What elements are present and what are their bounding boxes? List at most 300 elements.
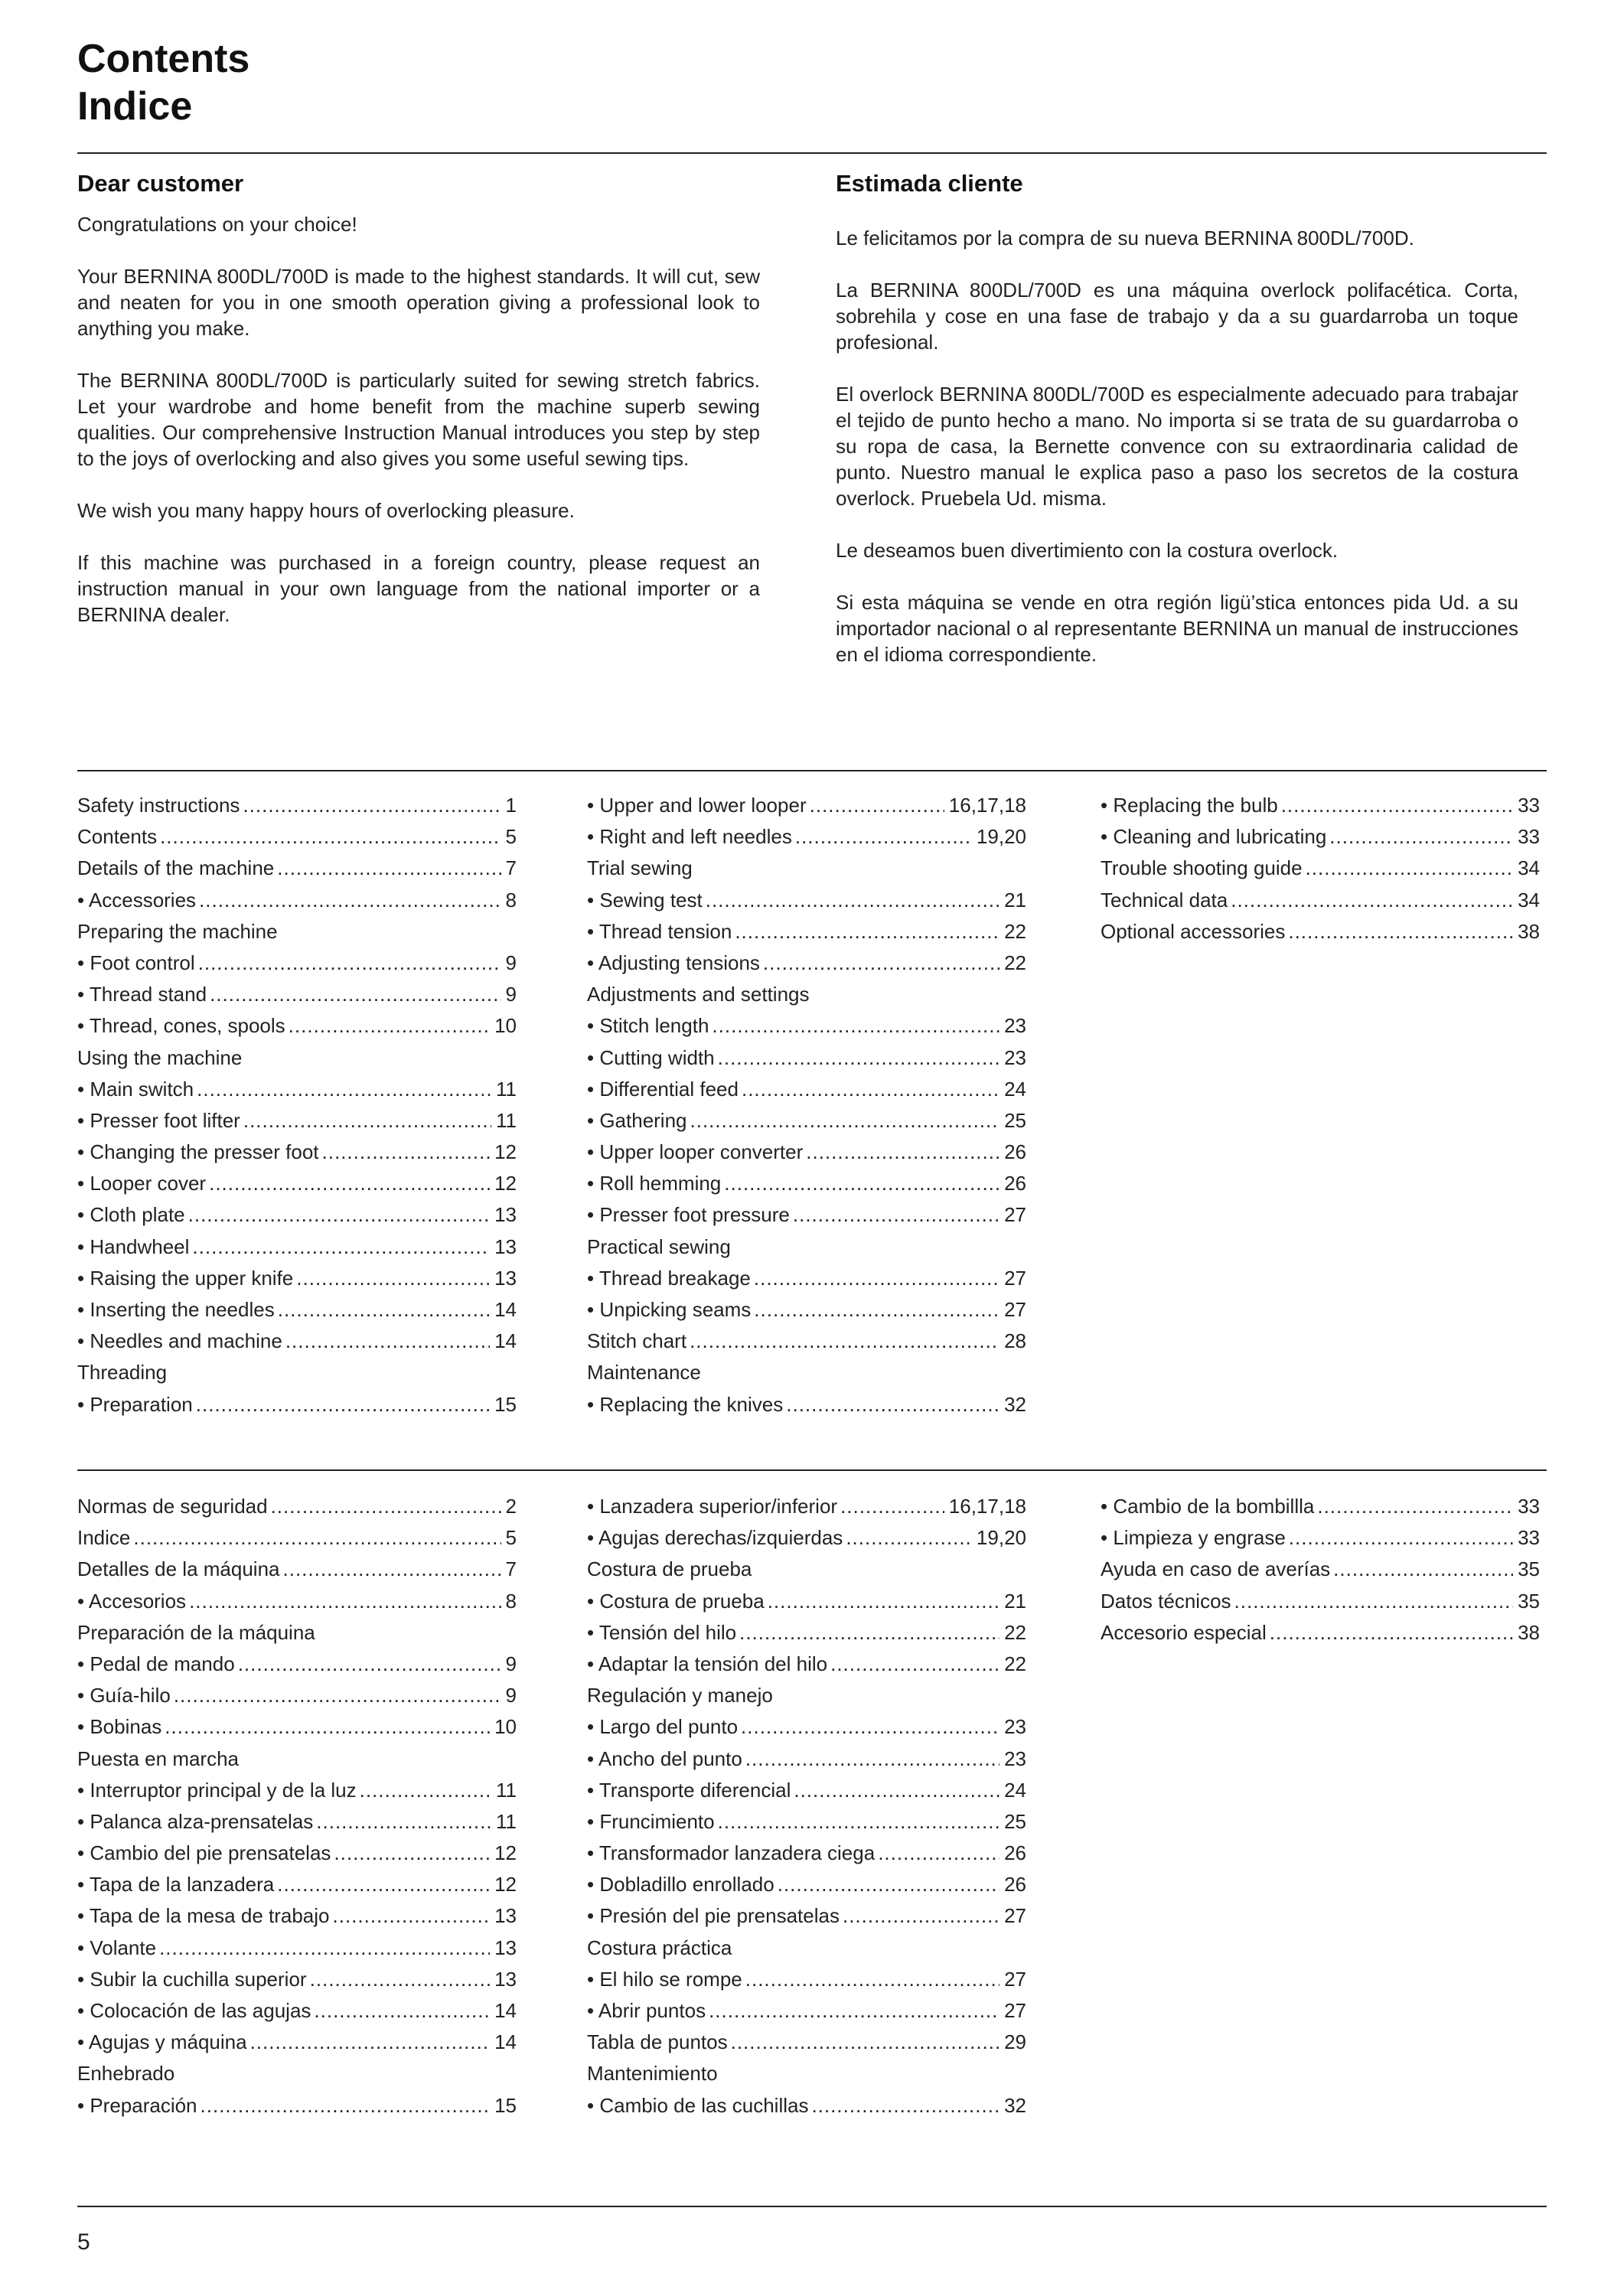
toc-entry (77, 1263, 517, 1294)
toc-entry-page: 33 (1518, 825, 1540, 849)
intro-english-heading: Dear customer (77, 170, 244, 197)
toc-entry-label: • Upper looper converter (587, 1140, 804, 1164)
toc-dot-leader (283, 1554, 501, 1585)
toc-dot-leader (296, 1263, 490, 1294)
toc-entry-label: • Upper and lower looper (587, 794, 807, 817)
toc-dot-leader (768, 1586, 1000, 1617)
toc-dot-leader (754, 1294, 1000, 1326)
toc-entry-label: • Gathering (587, 1108, 687, 1132)
toc-entry-page: 13 (494, 1904, 517, 1928)
toc-entry-page: 15 (494, 2093, 517, 2117)
toc-entry-label: • Roll hemming (587, 1172, 722, 1195)
toc-dot-leader (1333, 1554, 1513, 1585)
toc-entry-page: 13 (494, 1234, 517, 1258)
toc-entry (587, 1838, 1026, 1869)
toc-entry-label: Ayuda en caso de averías (1101, 1557, 1331, 1581)
toc-entry-label: • Adjusting tensions (587, 951, 760, 974)
toc-entry-page: 27 (1004, 1266, 1026, 1290)
toc-dot-leader (754, 1263, 1000, 1294)
toc-entry (77, 1389, 517, 1420)
toc-entry (587, 1491, 1026, 1522)
toc-dot-leader (209, 1168, 490, 1199)
toc-entry-page: 10 (494, 1715, 517, 1739)
toc-section-heading (587, 1680, 1026, 1711)
toc-entry (587, 2027, 1026, 2058)
toc-dot-leader (709, 1995, 1000, 2027)
toc-entry-page: 15 (494, 1392, 517, 1416)
toc-entry-label: • Ancho del punto (587, 1746, 742, 1770)
toc-section-heading (77, 1042, 517, 1074)
intro-spanish-heading: Estimada cliente (836, 170, 1023, 197)
toc-entry-page: 11 (496, 1778, 517, 1802)
toc-entry-page: 14 (494, 1329, 517, 1353)
toc-entry-label: Puesta en marcha (77, 1746, 240, 1770)
toc-entry-label: • Presión del pie prensatelas (587, 1904, 840, 1928)
toc-entry-page: 22 (1004, 951, 1026, 974)
toc-entry (77, 1900, 517, 1932)
toc-entry-label: • Accessories (77, 888, 197, 912)
toc-entry-label: • Palanca alza-prensatelas (77, 1809, 314, 1833)
toc-english-column-3 (1101, 790, 1540, 947)
intro-spanish-paragraph: El overlock BERNINA 800DL/700D es especialmente adecuado para trabajar el tejido de punto hecho a mano. No importa si se trata de su guardarroba o su ropa de casa, la Bernette convence con su extraordinaria calidad de punto. Nuestro manual le explica paso a paso los secretos de la costura overlock. Pruebela Ud. misma. (836, 383, 1518, 510)
toc-entry-page: 9 (505, 983, 517, 1006)
toc-dot-leader (196, 1389, 490, 1420)
toc-entry-page: 26 (1004, 1172, 1026, 1195)
intro-english-paragraph: The BERNINA 800DL/700D is particularly suited for sewing stretch fabrics. Let your wardrobe and home benefit from the machine superb sewing qualities. Our comprehensive Instruction Manual introduces you step by step to the joys of overlocking and also gives you some useful sewing tips. (77, 369, 760, 470)
toc-dot-leader (285, 1326, 490, 1357)
toc-entry-page: 9 (505, 1684, 517, 1707)
toc-entry (587, 1806, 1026, 1838)
toc-entry (1101, 885, 1540, 916)
toc-dot-leader (690, 1105, 1000, 1137)
toc-dot-leader (189, 1586, 501, 1617)
toc-entry-page: 13 (494, 1266, 517, 1290)
toc-spanish-column-2 (587, 1491, 1026, 2122)
toc-section-heading (77, 916, 517, 947)
toc-section-heading (587, 1231, 1026, 1263)
intro-english-paragraph: Your BERNINA 800DL/700D is made to the highest standards. It will cut, sew and neaten for you in one smooth operation giving a professional look to anything you make. (77, 265, 760, 340)
title-english: Contents (77, 37, 250, 81)
toc-entry-label: • Cambio del pie prensatelas (77, 1841, 331, 1865)
toc-dot-leader (1306, 853, 1514, 884)
toc-dot-leader (806, 1137, 1000, 1168)
toc-entry (1101, 1522, 1540, 1554)
toc-dot-leader (742, 1074, 1000, 1105)
toc-entry (587, 1869, 1026, 1900)
toc-entry (587, 821, 1026, 853)
toc-dot-leader (1329, 821, 1513, 853)
toc-entry-label: • Agujas y máquina (77, 2030, 247, 2054)
toc-entry-label: • Agujas derechas/izquierdas (587, 1526, 843, 1550)
toc-dot-leader (201, 2090, 491, 2122)
toc-entry-page: 33 (1518, 1495, 1540, 1518)
toc-entry (77, 1199, 517, 1231)
toc-entry-label: • Cloth plate (77, 1203, 185, 1227)
toc-entry-label: • Guía-hilo (77, 1684, 171, 1707)
toc-dot-leader (810, 790, 944, 821)
toc-entry-label: • El hilo se rompe (587, 1967, 742, 1991)
toc-entry-label: Trial sewing (587, 856, 693, 880)
toc-entry-label: • Stitch length (587, 1014, 709, 1038)
toc-entry-page: 19,20 (976, 1526, 1026, 1550)
toc-entry-page: 1 (505, 794, 517, 817)
toc-dot-leader (1234, 1586, 1514, 1617)
toc-entry-label: Contents (77, 825, 158, 849)
toc-entry (77, 1869, 517, 1900)
toc-entry-page: 13 (494, 1936, 517, 1959)
toc-entry-page: 8 (505, 888, 517, 912)
toc-dot-leader (1270, 1617, 1513, 1649)
toc-entry (77, 1074, 517, 1105)
toc-dot-leader (133, 1522, 501, 1554)
toc-entry (77, 2090, 517, 2122)
toc-entry-page: 16,17,18 (948, 1495, 1026, 1518)
toc-entry (77, 1491, 517, 1522)
toc-entry-label: • Presser foot pressure (587, 1203, 790, 1227)
toc-entry-page: 38 (1518, 1620, 1540, 1644)
toc-entry-label: • Thread, cones, spools (77, 1014, 285, 1038)
toc-dot-leader (334, 1838, 490, 1869)
toc-entry-label: • Main switch (77, 1077, 194, 1101)
toc-dot-leader (333, 1900, 491, 1932)
toc-english-column-1 (77, 790, 517, 1420)
toc-dot-leader (271, 1491, 501, 1522)
toc-entry-label: • Lanzadera superior/inferior (587, 1495, 838, 1518)
toc-entry-page: 14 (494, 1298, 517, 1321)
toc-entry-page: 13 (494, 1967, 517, 1991)
toc-dot-leader (712, 1010, 1000, 1042)
toc-entry (587, 1294, 1026, 1326)
toc-entry-page: 9 (505, 1652, 517, 1675)
toc-dot-leader (811, 2090, 1000, 2122)
toc-section-heading (77, 1743, 517, 1775)
toc-entry (77, 790, 517, 821)
toc-entry-label: • Cleaning and lubricating (1101, 825, 1327, 849)
toc-entry-label: • Presser foot lifter (77, 1108, 240, 1132)
toc-entry-page: 24 (1004, 1778, 1026, 1802)
toc-entry-label: • Pedal de mando (77, 1652, 235, 1675)
toc-dot-leader (277, 853, 501, 884)
toc-section-heading (587, 2058, 1026, 2089)
toc-dot-leader (1231, 885, 1513, 916)
toc-entry (1101, 1617, 1540, 1649)
toc-entry-label: • Interruptor principal y de la luz (77, 1778, 357, 1802)
toc-entry-page: 35 (1518, 1557, 1540, 1581)
toc-spanish-column-1 (77, 1491, 517, 2122)
toc-dot-leader (735, 916, 1000, 947)
toc-entry-page: 12 (494, 1873, 517, 1896)
toc-entry-page: 28 (1004, 1329, 1026, 1353)
toc-section-heading (587, 1932, 1026, 1964)
toc-entry (1101, 1586, 1540, 1617)
toc-entry (77, 947, 517, 979)
toc-entry (77, 1294, 517, 1326)
toc-dot-leader (793, 1199, 1000, 1231)
toc-dot-leader (160, 821, 501, 853)
toc-entry-label: Preparación de la máquina (77, 1620, 315, 1644)
toc-entry (1101, 821, 1540, 853)
toc-dot-leader (310, 1964, 491, 1995)
toc-entry (1101, 1491, 1540, 1522)
toc-entry-page: 23 (1004, 1014, 1026, 1038)
footer-divider (77, 2206, 1547, 2207)
toc-entry-label: • Raising the upper knife (77, 1266, 294, 1290)
intro-spanish-paragraph: Si esta máquina se vende en otra región ligü’stica entonces pida Ud. a su importador nacional o al representante BERNINA un manual de instrucciones en el idioma correspondiente. (836, 591, 1518, 666)
toc-entry-label: Safety instructions (77, 794, 240, 817)
toc-dot-leader (165, 1711, 490, 1743)
toc-entry (587, 1775, 1026, 1806)
toc-section-heading (77, 1357, 517, 1388)
toc-entry-label: • Volante (77, 1936, 157, 1959)
toc-dot-leader (731, 2027, 1000, 2058)
toc-entry-label: • Thread breakage (587, 1266, 751, 1290)
toc-entry (587, 1010, 1026, 1042)
toc-entry-page: 12 (494, 1172, 517, 1195)
toc-entry-label: Datos técnicos (1101, 1589, 1231, 1613)
toc-entry-label: • Thread stand (77, 983, 207, 1006)
toc-entry-page: 19,20 (976, 825, 1026, 849)
toc-entry-page: 11 (496, 1108, 517, 1132)
toc-entry (587, 1743, 1026, 1775)
toc-entry (77, 1995, 517, 2027)
toc-entry (77, 1649, 517, 1680)
toc-entry (77, 1838, 517, 1869)
toc-entry (587, 1263, 1026, 1294)
toc-entry-page: 23 (1004, 1045, 1026, 1069)
toc-entry (587, 1199, 1026, 1231)
toc-entry (77, 853, 517, 884)
toc-entry-label: • Replacing the bulb (1101, 794, 1278, 817)
toc-dot-leader (322, 1137, 491, 1168)
toc-dot-leader (277, 1869, 490, 1900)
toc-entry-page: 2 (505, 1495, 517, 1518)
toc-entry-label: • Subir la cuchilla superior (77, 1967, 307, 1991)
toc-entry-label: Costura práctica (587, 1936, 732, 1959)
toc-entry (587, 1995, 1026, 2027)
toc-entry (77, 1680, 517, 1711)
toc-entry-page: 27 (1004, 1298, 1026, 1321)
toc-entry-label: • Fruncimiento (587, 1809, 715, 1833)
toc-entry (587, 790, 1026, 821)
toc-entry-label: Technical data (1101, 888, 1228, 912)
toc-entry-label: Optional accessories (1101, 919, 1286, 943)
toc-entry (587, 2090, 1026, 2122)
toc-entry (1101, 916, 1540, 947)
toc-entry (587, 1137, 1026, 1168)
toc-entry-label: • Costura de prueba (587, 1589, 765, 1613)
toc-dot-leader (718, 1806, 1000, 1838)
page-title (77, 35, 249, 130)
toc-entry (587, 1168, 1026, 1199)
toc-entry (77, 1231, 517, 1263)
toc-entry-page: 34 (1518, 888, 1540, 912)
toc-entry-label: Details of the machine (77, 856, 275, 880)
toc-entry-page: 14 (494, 2030, 517, 2054)
toc-dot-leader (210, 979, 501, 1010)
toc-entry (77, 1326, 517, 1357)
toc-entry-label: Costura de prueba (587, 1557, 752, 1581)
toc-dot-leader (289, 1010, 490, 1042)
toc-section-heading (77, 1617, 517, 1649)
intro-english (77, 168, 760, 654)
toc-entry-label: Maintenance (587, 1361, 701, 1384)
toc-entry-label: Trouble shooting guide (1101, 856, 1303, 880)
toc-entry (77, 979, 517, 1010)
toc-entry-label: • Dobladillo enrollado (587, 1873, 774, 1896)
toc-entry-label: Preparing the machine (77, 919, 278, 943)
toc-dot-leader (198, 947, 501, 979)
toc-entry-label: • Cutting width (587, 1045, 715, 1069)
toc-entry (587, 916, 1026, 947)
toc-entry-label: • Tensión del hilo (587, 1620, 737, 1644)
toc-entry-page: 11 (496, 1077, 517, 1101)
toc-entry-label: • Transporte diferencial (587, 1778, 791, 1802)
toc-entry-page: 22 (1004, 919, 1026, 943)
toc-dot-leader (1281, 790, 1513, 821)
toc-dot-leader (188, 1199, 490, 1231)
toc-entry-label: • Preparation (77, 1392, 193, 1416)
toc-dot-leader (314, 1995, 490, 2027)
toc-section-heading (587, 853, 1026, 884)
toc-entry-page: 29 (1004, 2030, 1026, 2054)
toc-entry (587, 1105, 1026, 1137)
toc-entry-label: • Sewing test (587, 888, 703, 912)
intro-english-paragraph: If this machine was purchased in a foreign country, please request an instruction manual in your own language from the national importer or a BERNINA dealer. (77, 551, 760, 626)
toc-entry-page: 26 (1004, 1140, 1026, 1164)
toc-entry-label: • Cambio de las cuchillas (587, 2093, 809, 2117)
toc-dot-leader (316, 1806, 491, 1838)
toc-entry-page: 25 (1004, 1809, 1026, 1833)
toc-entry-page: 35 (1518, 1589, 1540, 1613)
toc-entry (77, 1932, 517, 1964)
toc-dot-leader (1317, 1491, 1513, 1522)
toc-entry (587, 1617, 1026, 1649)
toc-dot-leader (739, 1617, 1000, 1649)
toc-dot-leader (360, 1775, 491, 1806)
toc-entry (77, 1554, 517, 1585)
toc-entry (587, 1042, 1026, 1074)
toc-entry (587, 1326, 1026, 1357)
toc-entry-label: Detalles de la máquina (77, 1557, 280, 1581)
toc-entry-label: • Inserting the needles (77, 1298, 275, 1321)
toc-spanish-column-3 (1101, 1491, 1540, 1649)
toc-entry-label: • Accesorios (77, 1589, 187, 1613)
toc-dot-leader (238, 1649, 501, 1680)
toc-entry-label: Threading (77, 1361, 168, 1384)
intro-english-paragraph: We wish you many happy hours of overlocking pleasure. (77, 499, 575, 522)
toc-entry-page: 34 (1518, 856, 1540, 880)
toc-entry-label: • Replacing the knives (587, 1392, 784, 1416)
toc-spanish-divider (77, 1469, 1547, 1471)
toc-entry-label: • Bobinas (77, 1715, 162, 1739)
toc-entry-label: • Looper cover (77, 1172, 207, 1195)
toc-entry-page: 7 (505, 1557, 517, 1581)
toc-entry (587, 1586, 1026, 1617)
toc-section-heading (587, 1554, 1026, 1585)
toc-dot-leader (795, 821, 972, 853)
toc-entry (77, 1775, 517, 1806)
toc-entry (77, 1711, 517, 1743)
toc-dot-leader (763, 947, 1000, 979)
toc-entry-label: Using the machine (77, 1045, 243, 1069)
toc-dot-leader (197, 1074, 491, 1105)
toc-entry-label: • Foot control (77, 951, 195, 974)
toc-entry-page: 25 (1004, 1108, 1026, 1132)
toc-entry (587, 1711, 1026, 1743)
toc-section-heading (77, 2058, 517, 2089)
intro-english-paragraph: Congratulations on your choice! (77, 213, 357, 236)
toc-entry-label: • Transformador lanzadera ciega (587, 1841, 876, 1865)
toc-entry-page: 27 (1004, 1999, 1026, 2022)
toc-entry (77, 1168, 517, 1199)
toc-entry (77, 1010, 517, 1042)
toc-dot-leader (843, 1900, 1000, 1932)
toc-entry-page: 5 (505, 1526, 517, 1550)
toc-entry-page: 12 (494, 1140, 517, 1164)
toc-entry (587, 1074, 1026, 1105)
toc-entry-label: • Tapa de la lanzadera (77, 1873, 275, 1896)
toc-dot-leader (690, 1326, 1000, 1357)
toc-entry (77, 1105, 517, 1137)
toc-entry (587, 1389, 1026, 1420)
toc-dot-leader (1288, 916, 1513, 947)
toc-entry-label: • Preparación (77, 2093, 197, 2117)
toc-entry (587, 1900, 1026, 1932)
toc-english-divider (77, 770, 1547, 771)
toc-entry-label: • Tapa de la mesa de trabajo (77, 1904, 330, 1928)
toc-entry-label: Stitch chart (587, 1329, 687, 1353)
page-number: 5 (77, 2229, 90, 2255)
toc-entry-label: Mantenimiento (587, 2062, 718, 2086)
toc-section-heading (587, 979, 1026, 1010)
toc-entry-page: 38 (1518, 919, 1540, 943)
toc-entry (1101, 1554, 1540, 1585)
toc-dot-leader (199, 885, 501, 916)
toc-dot-leader (724, 1168, 1000, 1199)
toc-dot-leader (243, 790, 501, 821)
toc-entry-page: 5 (505, 825, 517, 849)
toc-entry-label: Normas de seguridad (77, 1495, 268, 1518)
toc-entry (77, 1137, 517, 1168)
toc-entry-label: • Largo del punto (587, 1715, 739, 1739)
toc-entry-page: 10 (494, 1014, 517, 1038)
toc-dot-leader (778, 1869, 1000, 1900)
toc-entry-label: • Cambio de la bombillla (1101, 1495, 1315, 1518)
toc-dot-leader (243, 1105, 491, 1137)
toc-entry-label: • Needles and machine (77, 1329, 282, 1353)
toc-dot-leader (718, 1042, 1000, 1074)
toc-dot-leader (174, 1680, 501, 1711)
toc-dot-leader (846, 1522, 972, 1554)
toc-entry-page: 12 (494, 1841, 517, 1865)
toc-dot-leader (786, 1389, 1000, 1420)
toc-entry-label: Tabla de puntos (587, 2030, 728, 2054)
toc-entry (587, 1649, 1026, 1680)
toc-entry (77, 1964, 517, 1995)
toc-dot-leader (745, 1964, 1000, 1995)
toc-entry-label: • Handwheel (77, 1234, 190, 1258)
toc-entry-page: 26 (1004, 1841, 1026, 1865)
toc-entry-label: • Colocación de las agujas (77, 1999, 311, 2022)
intro-spanish (836, 168, 1518, 693)
toc-dot-leader (250, 2027, 491, 2058)
toc-dot-leader (741, 1711, 1000, 1743)
toc-entry-label: Adjustments and settings (587, 983, 810, 1006)
toc-dot-leader (840, 1491, 944, 1522)
toc-entry-page: 27 (1004, 1967, 1026, 1991)
intro-spanish-paragraph: Le felicitamos por la compra de su nueva BERNINA 800DL/700D. (836, 227, 1414, 249)
toc-entry-page: 33 (1518, 1526, 1540, 1550)
